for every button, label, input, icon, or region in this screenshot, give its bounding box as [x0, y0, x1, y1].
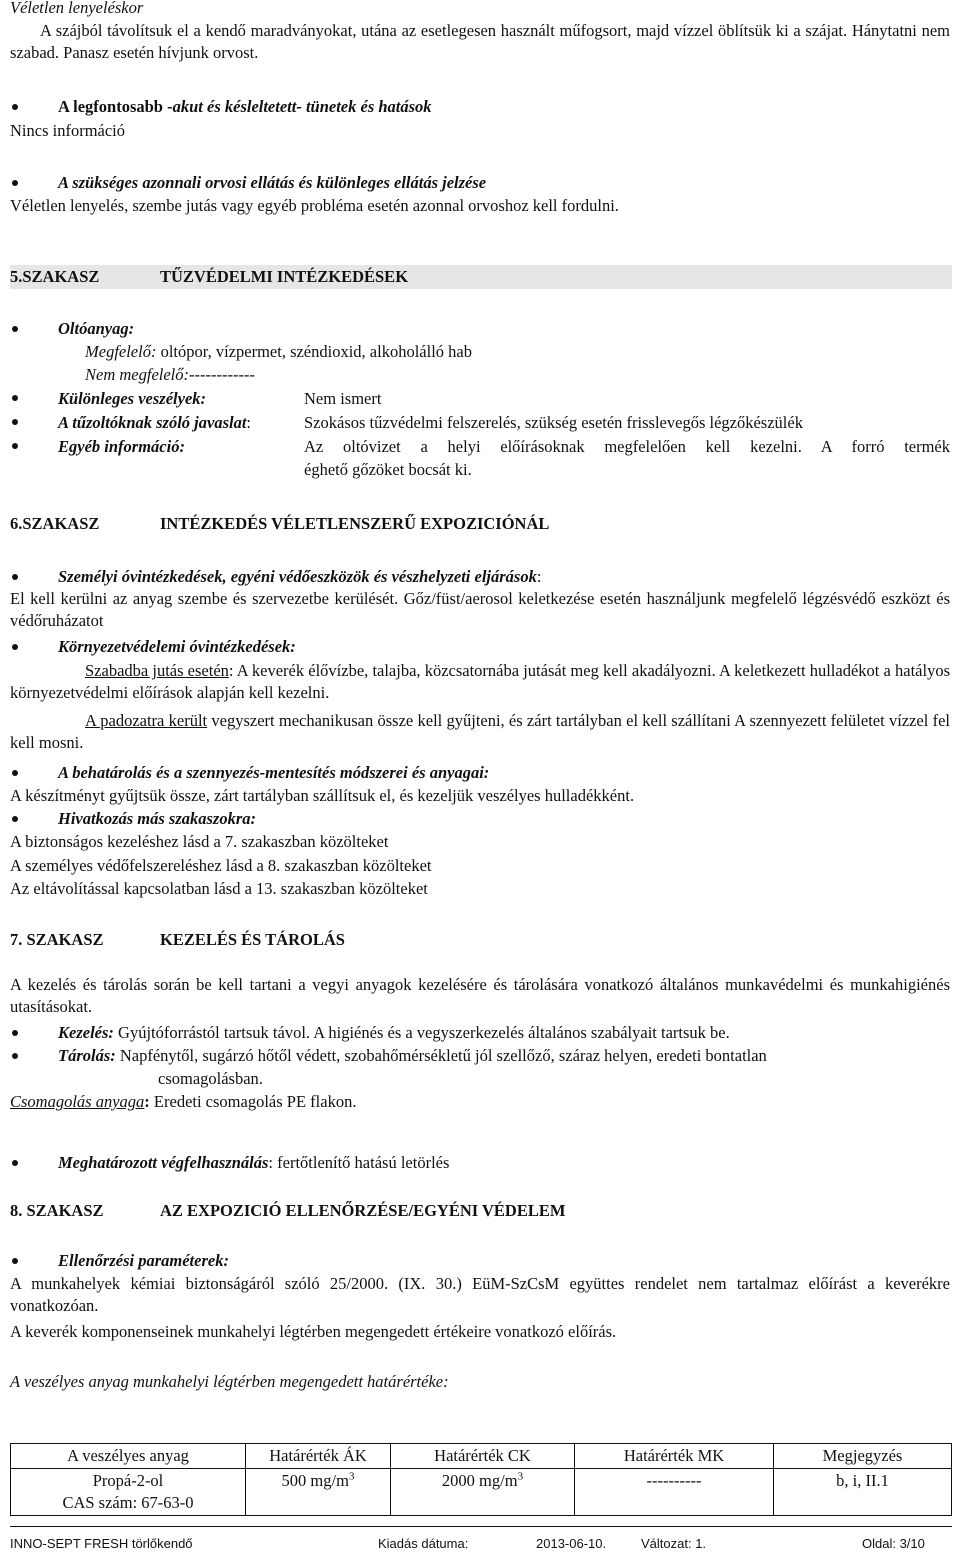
bullet-icon	[12, 574, 18, 580]
section-number: 6.SZAKASZ	[10, 514, 100, 533]
footer-product: INNO-SEPT FRESH törlőkendő	[10, 1536, 193, 1551]
containment-heading: A behatárolás és a szennyezés-mentesítés módszerei és anyagai:	[58, 763, 490, 782]
bullet-icon	[12, 180, 18, 186]
footer-page: Oldal: 3/10	[862, 1536, 925, 1551]
footer-issue-date: 2013-06-10.	[536, 1536, 607, 1551]
limits-heading: A veszélyes anyag munkahelyi légtérben megengedett határértéke:	[10, 1372, 449, 1391]
section-title: INTÉZKEDÉS VÉLETLENSZERŰ EXPOZICIÓNÁL	[160, 514, 550, 533]
bullet-icon	[12, 644, 18, 650]
bullet-icon	[12, 770, 18, 776]
bullet-icon	[12, 443, 18, 449]
unsuitable-media: Nem megfelelő:------------	[85, 365, 255, 384]
table-row	[11, 1469, 952, 1516]
symptoms-text: Nincs információ	[10, 121, 126, 140]
extinguish-label: Oltóanyag:	[58, 319, 135, 338]
other-info-label: Egyéb információ:	[58, 437, 185, 456]
other-info-value-2: éghető gőzöket bocsát ki.	[304, 460, 472, 479]
env-heading: Környezetvédelemi óvintézkedések:	[58, 637, 296, 656]
header-cell: A veszélyes anyag	[11, 1444, 246, 1469]
ref-item: Az eltávolítással kapcsolatban lásd a 13. szakaszban közölteket	[10, 879, 428, 898]
ak-cell: 500 $mg/m^3$	[246, 1469, 391, 1516]
storage-text-1: Tárolás: Napfénytől, sugárzó hőtől védett, szobahőmérsékletű jól szellőző, száraz helyen, eredeti bontatlan	[58, 1046, 767, 1065]
ref-item: A biztonságos kezeléshez lásd a 7. szakaszban közölteket	[10, 832, 389, 851]
other-info-value-1: Az oltóvizet a helyi előírásoknak megfelelően kell kezelni. A forró termék	[304, 437, 950, 456]
header-cell: Megjegyzés	[774, 1444, 952, 1469]
components-text: A keverék komponenseinek munkahelyi légtérben megengedett értékeire vonatkozó előírás.	[10, 1322, 617, 1341]
bullet-icon	[12, 1053, 18, 1059]
symptoms-heading: A legfontosabb -akut és késleltetett- tünetek és hatások	[58, 97, 432, 116]
bullet-icon	[12, 104, 18, 110]
personal-text: El kell kerülni az anyag szembe és szervezetbe kerülését. Gőz/füst/aerosol keletkezése esetén használjunk megfelelő légzésvédő eszközt és védőruházatot	[10, 589, 950, 630]
limit-values-table	[10, 1443, 952, 1516]
packaging: Csomagolás anyaga: Eredeti csomagolás PE flakon.	[10, 1092, 357, 1111]
suitable-media: Megfelelő: oltópor, vízpermet, széndioxid, alkoholálló hab	[85, 342, 472, 361]
footer-version: Változat: 1.	[641, 1536, 707, 1551]
header-cell: Határérték CK	[391, 1444, 575, 1469]
storage-intro: A kezelés és tárolás során be kell tartani a vegyi anyagok kezelésére és tárolására vonatkozó általános munkavédelmi és munkahigiénés utasításokat.	[10, 975, 950, 1016]
personal-heading: Személyi óvintézkedések, egyéni védőeszközök és vészhelyzeti eljárások:	[58, 567, 542, 586]
section-7-header	[10, 928, 952, 952]
floor-text: A padozatra került vegyszert mechanikusan össze kell gyűjteni, és zárt tartályban el kell szállítani A szennyezett felületet vízzel fel kell mosni.	[10, 711, 950, 752]
footer-divider	[10, 1526, 952, 1527]
ref-heading: Hivatkozás más szakaszokra:	[58, 809, 257, 828]
mk-cell: ----------	[575, 1469, 774, 1516]
bullet-icon	[12, 395, 18, 401]
params-text: A munkahelyek kémiai biztonságáról szóló 25/2000. (IX. 30.) EüM-SzCsM együttes rendelet nem tartalmaz előírást a keverékre vonatkozóan.	[10, 1274, 950, 1315]
end-use: Meghatározott végfelhasználás: fertőtlenítő hatású letörlés	[58, 1153, 450, 1172]
swallow-heading: Véletlen lenyeléskor	[10, 0, 144, 17]
table-header-row	[11, 1444, 952, 1469]
swallow-text: A szájból távolítsuk el a kendő maradványokat, utána az esetlegesen használt műfogsort, majd vízzel öblítsük ki a szájat. Hánytatni nem szabad. Panasz esetén hívjunk orvost.	[10, 21, 950, 62]
bullet-icon	[12, 1160, 18, 1166]
section-number: 8. SZAKASZ	[10, 1201, 104, 1220]
bullet-icon	[12, 816, 18, 822]
bullet-icon	[12, 326, 18, 332]
section-number: 5.SZAKASZ	[10, 267, 100, 286]
bullet-icon	[12, 1030, 18, 1036]
section-6-header	[10, 512, 952, 536]
env-text: Szabadba jutás esetén: A keverék élővízbe, talajba, közcsatornába jutását meg kell akadályozni. A keletkezett hulladékot a hatályos környezetvédelmi előírások alapján kell kezelni.	[10, 661, 950, 702]
params-heading: Ellenőrzési paraméterek:	[58, 1251, 229, 1270]
hazards-label: Különleges veszélyek:	[58, 389, 207, 408]
ref-item: A személyes védőfelszereléshez lásd a 8. szakaszban közölteket	[10, 856, 432, 875]
ck-cell: 2000 $mg/m^3$	[391, 1469, 575, 1516]
section-5-header	[10, 265, 952, 289]
firefighters-value: Szokásos tűzvédelmi felszerelés, szükség esetén frisslevegős légzőkészülék	[304, 413, 803, 432]
footer-issue-label: Kiadás dátuma:	[378, 1536, 469, 1551]
bullet-icon	[12, 419, 18, 425]
hazards-value: Nem ismert	[304, 389, 382, 408]
bullet-icon	[12, 1258, 18, 1264]
storage-text-2: csomagolásban.	[158, 1069, 263, 1088]
firefighters-label: A tűzoltóknak szóló javaslat:	[58, 413, 252, 432]
note-cell: b, i, II.1	[774, 1469, 952, 1516]
medical-heading: A szükséges azonnali orvosi ellátás és különleges ellátás jelzése	[58, 173, 487, 192]
section-title: KEZELÉS ÉS TÁROLÁS	[160, 930, 345, 949]
section-8-header	[10, 1199, 952, 1223]
section-number: 7. SZAKASZ	[10, 930, 104, 949]
header-cell: Határérték MK	[575, 1444, 774, 1469]
handling-text: Kezelés: Gyújtóforrástól tartsuk távol. A higiénés és a vegyszerkezelés általános szabályait tartsuk be.	[58, 1023, 730, 1042]
substance-cell: Propá-2-ol CAS szám: 67-63-0	[11, 1469, 246, 1516]
header-cell: Határérték ÁK	[246, 1444, 391, 1469]
section-title: AZ EXPOZICIÓ ELLENŐRZÉSE/EGYÉNI VÉDELEM	[160, 1201, 566, 1220]
section-title: TŰZVÉDELMI INTÉZKEDÉSEK	[160, 267, 409, 286]
medical-text: Véletlen lenyelés, szembe jutás vagy egyéb probléma esetén azonnal orvoshoz kell fordulni.	[10, 196, 619, 215]
containment-text: A készítményt gyűjtsük össze, zárt tartályban szállítsuk el, és kezeljük veszélyes hulladékként.	[10, 786, 635, 805]
